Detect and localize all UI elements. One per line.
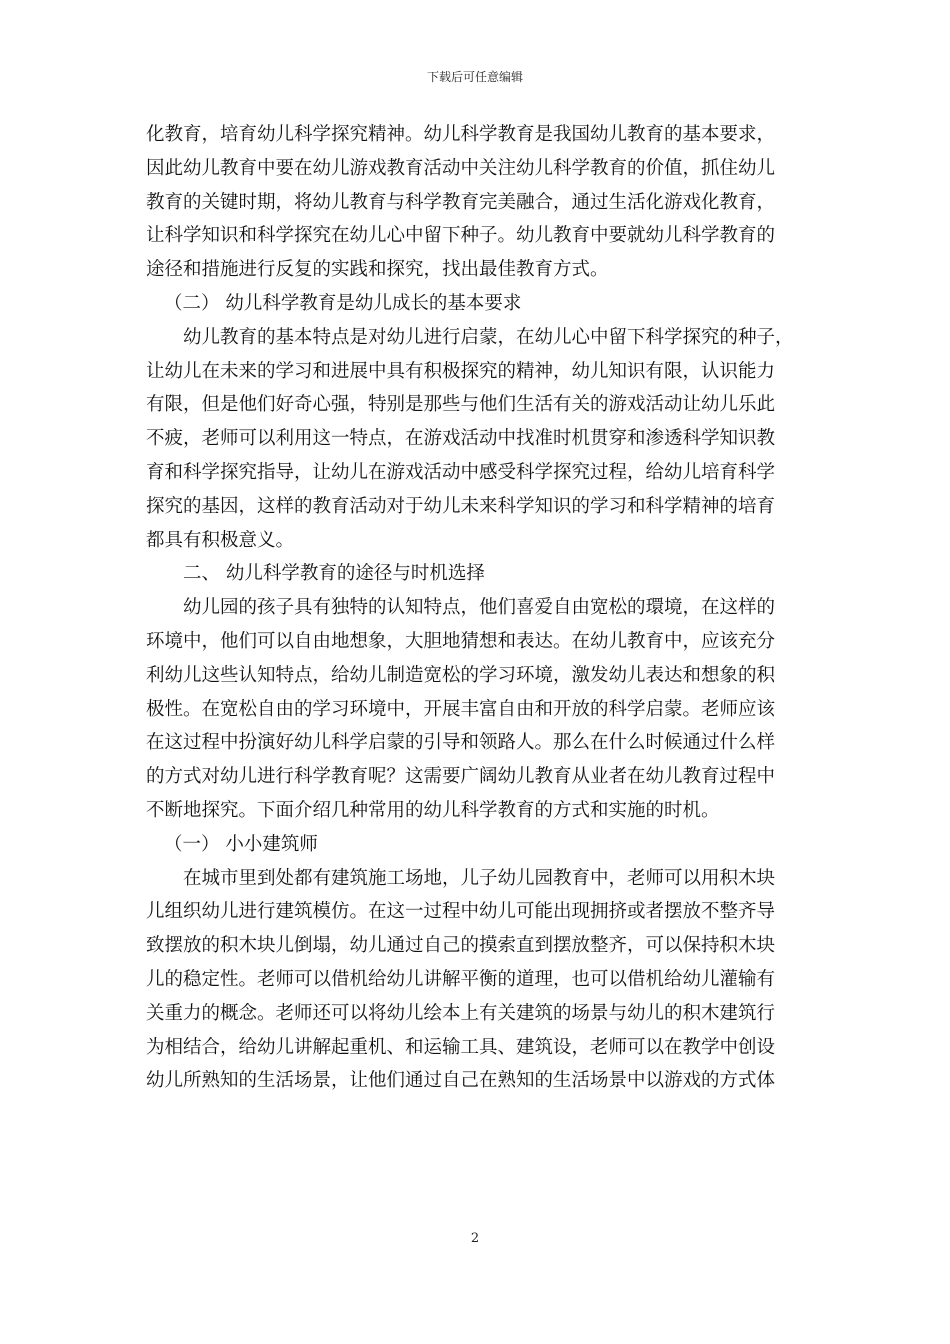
text-line: 利幼儿这些认知特点，给幼儿制造宽松的学习环境，激发幼儿表达和想象的积 (146, 664, 776, 686)
text-line: 幼儿所熟知的生活场景，让他们通过自己在熟知的生活场景中以游戏的方式体 (146, 1070, 776, 1092)
text-line: 让幼儿在未来的学习和进展中具有积极探究的精神，幼儿知识有限，认识能力 (146, 360, 776, 382)
text-line: 有限，但是他们好奇心强，特别是那些与他们生活有关的游戏活动让幼儿乐此 (146, 394, 776, 416)
text-line: 不疲，老师可以利用这一特点，在游戏活动中找准时机贯穿和渗透科学知识教 (146, 428, 776, 450)
text-line: 极性。在宽松自由的学习环境中，开展丰富自由和开放的科学启蒙。老师应该 (146, 698, 776, 720)
text-line: 探究的基因，这样的教育活动对于幼儿未来科学知识的学习和科学精神的培育 (146, 495, 776, 517)
text-line: 育和科学探究指导，让幼儿在游戏活动中感受科学探究过程，给幼儿培育科学 (146, 461, 776, 483)
text-line: 因此幼儿教育中要在幼儿游戏教育活动中关注幼儿科学教育的价值，抓住幼儿 (146, 157, 776, 179)
text-line: 环境中，他们可以自由地想象，大胆地猜想和表达。在幼儿教育中，应该充分 (146, 630, 776, 652)
text-line: 让科学知识和科学探究在幼儿心中留下种子。幼儿教育中要就幼儿科学教育的 (146, 225, 776, 247)
text-line: 在这过程中扮演好幼儿科学启蒙的引导和领路人。那么在什么时候通过什么样 (146, 732, 776, 754)
text-line: 儿组织幼儿进行建筑模仿。在这一过程中幼儿可能出现拥挤或者摆放不整齐导 (146, 901, 776, 923)
page-header: 下载后可任意编辑 (426, 70, 523, 84)
text-line: 幼儿园的孩子具有独特的认知特点，他们喜爱自由宽松的環境，在这样的 (183, 597, 776, 619)
text-line: 在城市里到处都有建筑施工场地，儿子幼儿园教育中，老师可以用积木块 (183, 867, 776, 889)
document-body (146, 118, 810, 1098)
text-line: 幼儿教育的基本特点是对幼儿进行启蒙，在幼儿心中留下科学探究的种子， (183, 326, 794, 348)
text-line: 都具有积极意义。 (146, 529, 295, 551)
text-line: 致摆放的积木块儿倒塌，幼儿通过自己的摸索直到摆放整齐，可以保持积木块 (146, 935, 776, 957)
text-line: （二） 幼儿科学教育是幼儿成长的基本要求 (164, 292, 522, 314)
text-line: 不断地探究。下面介绍几种常用的幼儿科学教育的方式和实施的时机。 (146, 799, 720, 821)
text-line: 儿的稳定性。老师可以借机给幼儿讲解平衡的道理，也可以借机给幼儿灌输有 (146, 968, 776, 990)
text-line: （一） 小小建筑师 (164, 833, 318, 855)
text-line: 化教育，培育幼儿科学探究精神。幼儿科学教育是我国幼儿教育的基本要求， (146, 124, 776, 145)
text-line: 教育的关键时期，将幼儿教育与科学教育完美融合，通过生活化游戏化教育， (146, 191, 776, 213)
text-line: 二、 幼儿科学教育的途径与时机选择 (183, 563, 485, 585)
text-line: 关重力的概念。老师还可以将幼儿绘本上有关建筑的场景与幼儿的积木建筑行 (146, 1002, 776, 1024)
text-line: 为相结合，给幼儿讲解起重机、和运输工具、建筑设，老师可以在教学中创设 (146, 1036, 776, 1058)
text-line: 的方式对幼儿进行科学教育呢？这需要广阔幼儿教育从业者在幼儿教育过程中 (146, 766, 776, 788)
page-number: 2 (470, 1231, 480, 1246)
text-line: 途径和措施进行反复的实践和探究，找出最佳教育方式。 (146, 259, 609, 281)
